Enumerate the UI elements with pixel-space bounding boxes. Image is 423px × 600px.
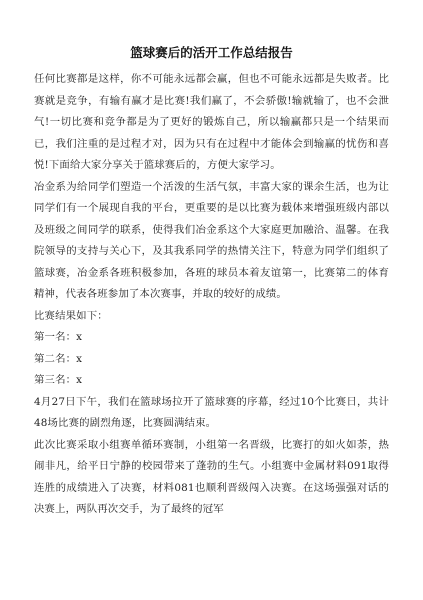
paragraph-schedule: 4月27日下午，我们在篮球场拉开了篮球赛的序幕，经过10个比赛日，共计48场比赛的剧烈角逐，比赛圆满结束。	[34, 395, 389, 429]
paragraph-first-place: 第一名：x	[34, 331, 83, 343]
paragraph-second-place: 第二名：x	[34, 352, 83, 365]
paragraph-intro: 任何比赛都是这样，你不可能永远都会赢，但也不可能永远都是失败者。比赛就是竞争，有输有赢才是比赛!我们赢了，不会骄傲!输就输了，也不会泄气!一切比赛和竞争都是为了更好的锻炼自己，所以输赢都只是一个结果而已，我们注重的是过程才对，因为只有在过程中才能体会到输赢的忧伤和喜悦!下面给大家分享关于篮球赛后的，方便大家学习。	[34, 73, 389, 171]
paragraph-background: 冶金系为给同学们塑造一个活泼的生活气氛，丰富大家的课余生活，也为让同学们有一个展现自我的平台，更重要的是以比赛为载体来增强班级内部以及班级之间同学的联系，使得我们冶金系这个大家庭更加融洽、温馨。在我院领导的支持与关心下，及其我系同学的热情关注下，特意为同学们组织了篮球赛，冶金系各班积极参加，各班的球员本着友谊第一，比赛第二的体育精神，代表各班参加了本次赛事，并取的较好的成绩。	[34, 180, 389, 300]
document-title: 篮球赛后的活开工作总结报告	[130, 45, 293, 60]
paragraph-format: 此次比赛采取小组赛单循环赛制，小组第一名晋级，比赛打的如火如荼，热闹非凡，给平日宁静的校园带来了蓬勃的生气。小组赛中金属材料091取得连胜的成绩进入了决赛，材料081也顺利晋级闯入决赛。在这场强强对话的决赛上，两队再次交手，为了最终的冠军	[34, 438, 389, 515]
paragraph-results-heading: 比赛结果如下：	[34, 309, 108, 322]
paragraph-third-place: 第三名：x	[34, 374, 83, 386]
